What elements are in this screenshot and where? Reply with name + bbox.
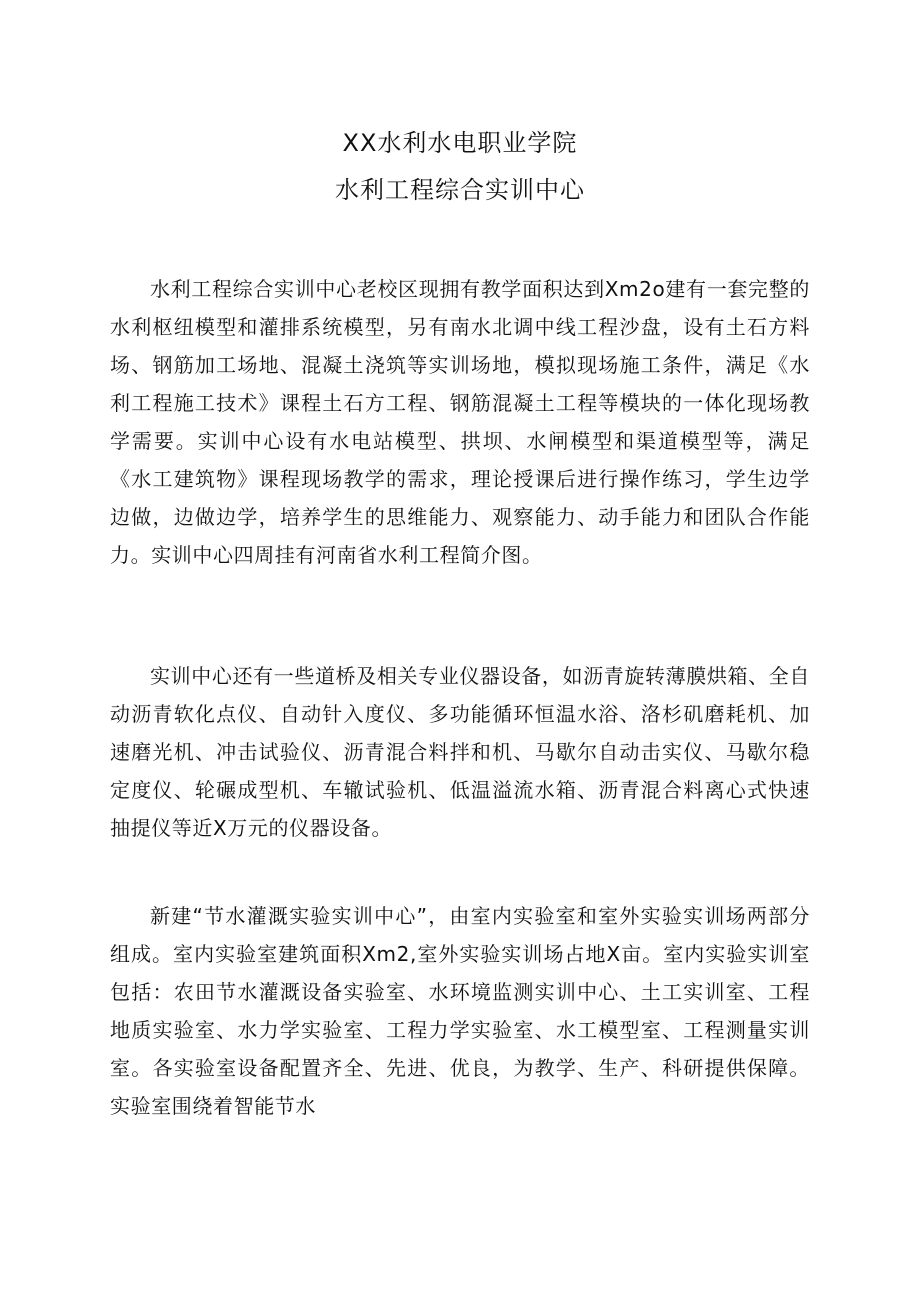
paragraph-overview: 水利工程综合实训中心老校区现拥有教学面积达到Xm2o建有一套完整的水利枢纽模型和灌排系统模型，另有南水北调中线工程沙盘，设有土石方料场、钢筋加工场地、混凝土浇筑等实训场地，模拟现场施工条件，满足《水利工程施工技术》课程土石方工程、钢筋混凝土工程等模块的一体化现场教学需要。实训中心设有水电站模型、拱坝、水闸模型和渠道模型等，满足《水工建筑物》课程现场教学的需求，理论授课后进行操作练习，学生边学边做，边做边学，培养学生的思维能力、观察能力、动手能力和团队合作能力。实训中心四周挂有河南省水利工程简介图。 (110, 277, 810, 567)
paragraph-irrigation-center: 新建“节水灌溉实验实训中心”，由室内实验室和室外实验实训场两部分组成。室内实验室建筑面积Xm2,室外实验实训场占地X亩。室内实验实训室包括：农田节水灌溉设备实验室、水环境监测实训中心、土工实训室、工程地质实验室、水力学实验室、工程力学实验室、水工模型室、工程测量实训室。各实验室设备配置齐全、先进、优良，为教学、生产、科研提供保障。实验室围绕着智能节水 (110, 904, 810, 1118)
document-title-center: 水利工程综合实训中心 (335, 176, 585, 204)
paragraph-equipment: 实训中心还有一些道桥及相关专业仪器设备，如沥青旋转薄膜烘箱、全自动沥青软化点仪、自动针入度仪、多功能循环恒温水浴、洛杉矶磨耗机、加速磨光机、冲击试验仪、沥青混合料拌和机、马歇尔自动击实仪、马歇尔稳定度仪、轮碾成型机、车辙试验机、低温溢流水箱、沥青混合料离心式快速抽提仪等近X万元的仪器设备。 (110, 664, 810, 840)
document-title-institution: XX水利水电职业学院 (342, 129, 578, 157)
